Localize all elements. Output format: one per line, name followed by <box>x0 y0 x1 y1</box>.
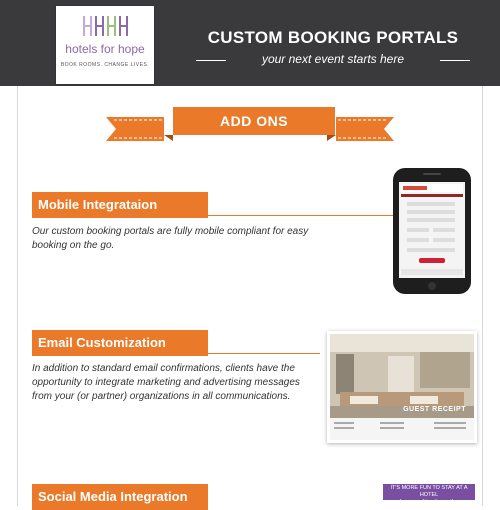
page-title: CUSTOM BOOKING PORTALS <box>207 28 459 47</box>
body-line: Our custom booking portals are fully mobile compliant for easy <box>32 226 309 237</box>
body-line: from your (or partner) organizations in all communications. <box>32 391 291 402</box>
social-tag-line: when your friends are there <box>395 499 463 505</box>
section-body-mobile <box>32 225 308 253</box>
logo-mark-icon <box>82 14 128 40</box>
guest-receipt-label: GUEST RECEIPT <box>403 406 466 413</box>
add-ons-banner <box>106 107 394 147</box>
logo <box>56 6 154 84</box>
page-header <box>0 0 500 86</box>
section-rule-mobile <box>208 215 408 216</box>
body-line: In addition to standard email confirmations, clients have the <box>32 363 295 374</box>
section-title-social: Social Media Integration <box>32 484 208 510</box>
section-body-email <box>32 362 300 404</box>
body-line: booking on the go. <box>32 240 115 251</box>
banner-label: ADD ONS <box>219 113 289 129</box>
section-title-mobile: Mobile Integrataion <box>32 192 208 218</box>
logo-tagline: BOOK ROOMS. CHANGE LIVES. <box>60 62 150 68</box>
page-subtitle: your next event starts here <box>261 52 405 66</box>
hotel-lobby-photo-icon <box>330 334 474 440</box>
section-rule-email <box>208 353 320 354</box>
social-tag-line: IT'S MORE FUN TO STAY AT A HOTEL <box>390 485 468 498</box>
section-title-email: Email Customization <box>32 330 208 356</box>
body-line: opportunity to integrate marketing and advertising messages <box>32 377 300 388</box>
social-media-tag <box>383 484 475 505</box>
email-receipt-image <box>327 331 477 443</box>
smartphone-icon <box>389 166 475 296</box>
logo-name: hotels for hope <box>65 42 145 56</box>
